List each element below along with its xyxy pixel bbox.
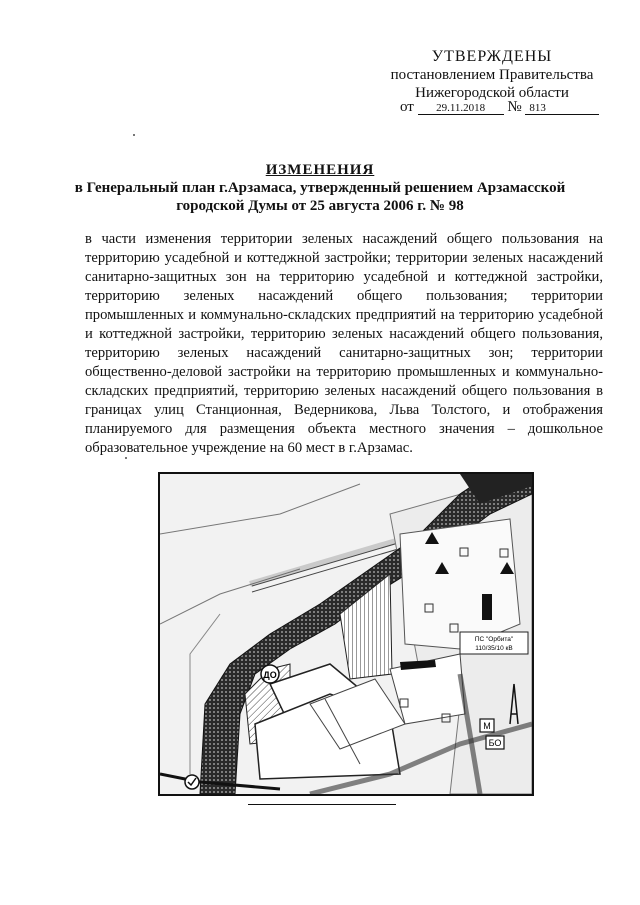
scan-speck [125, 457, 127, 459]
map-label-do: ДО [263, 670, 277, 680]
document-heading [60, 161, 580, 215]
plan-map-figure [158, 472, 534, 796]
approval-date: 29.11.2018 [418, 102, 504, 115]
from-label: от [400, 99, 414, 115]
approval-block [382, 48, 602, 102]
footer-rule [248, 804, 396, 805]
scan-speck [133, 134, 135, 136]
number-label: № [507, 99, 522, 115]
map-label-bo: БО [488, 738, 502, 748]
approval-number: 813 [525, 102, 599, 115]
approval-line-2: Нижегородской области [415, 85, 569, 101]
substation-capacity: 110/35/10 кВ [475, 645, 513, 652]
approval-date-line [400, 99, 610, 116]
heading-subtitle: в Генеральный план г.Арзамаса, утвержденный решением Арзамасской городской Думы от 25 августа 2006 г. № 98 [74, 180, 566, 214]
body-paragraph: в части изменения территории зеленых насаждений общего пользования на территорию усадебной и коттеджной застройки; территории зеленых насаждений санитарно-защитных зон на территорию усадебной и коттеджной застройки, территорию зеленых насаждений общего пользования; территории промышленных и коммунально-складских предприятий на территорию усадебной и коттеджной застройки, территорию зеленых насаждений общего пользования, территорию зеленых насаждений санитарно-защитных зон; территории общественно-деловой застройки на территорию промышленных и коммунально-складских предприятий, территорию зеленых насаждений общего пользования в границах улиц Станционная, Ведерникова, Льва Толстого, и отображения планируемого для размещения объекта местного значения – дошкольное образовательное учреждение на 60 мест в г.Арзамас. [85, 231, 603, 456]
heading-title: ИЗМЕНЕНИЯ [265, 162, 375, 178]
approval-line-1: постановлением Правительства [390, 67, 594, 83]
substation-name: ПС "Орбита" [474, 636, 514, 643]
plan-map [160, 474, 532, 794]
approval-title: УТВЕРЖДЕНЫ [431, 48, 553, 65]
map-label-m: М [483, 721, 491, 731]
